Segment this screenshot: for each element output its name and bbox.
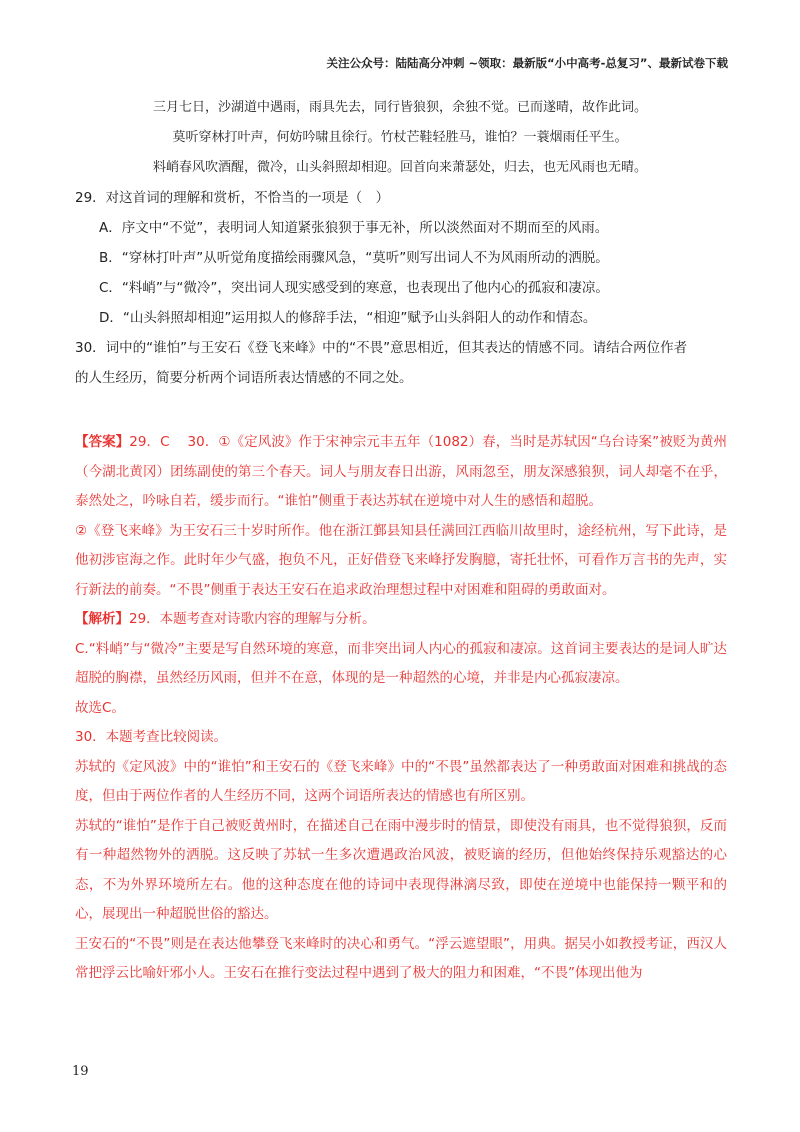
analysis-tag: 【解析】 [75,611,129,627]
option-a: A．序文中“不觉”，表明词人知道紧张狼狈于事无补，所以淡然面对不期而至的风雨。 [99,220,609,236]
page-header: 关注公众号：陆陆高分冲刺 ~领取：最新版“小中高考-总复习”、最新试卷下载 [326,56,728,70]
emphasis-text: • • • 不恰当 [254,190,295,206]
poem-preface: 三月七日，沙湖道中遇雨，雨具先去，同行皆狼狈，余独不觉。已而遂晴，故作此词。 [152,100,647,115]
answer-paragraph-1: 【答案】29．C 30．①《定风波》作于宋神宗元丰五年（1082）春，当时是苏轼因“乌台诗案”被贬为黄州（今湖北黄冈）团练副使的第三个春天。词人与朋友春日出游，风雨忽至，朋友深感狼狈，词人却毫不在乎，泰然处之，吟咏自若，缓步而行。“谁怕”侧重于表达苏轼在逆境中对人生的感悟和超脱。 [75,434,727,509]
answer-paragraph-2: ②《登飞来峰》为王安石三十岁时所作。他在浙江鄞县知县任满回江西临川故里时，途经杭州，写下此诗，是他初涉宦海之作。此时年少气盛，抱负不凡，正好借登飞来峰抒发胸臆，寄托壮怀，可看作万言书的先声，实行新法的前奏。“不畏”侧重于表达王安石在追求政治理想过程中对困难和阻碍的勇敢面对。 [75,522,727,598]
analysis-paragraph-5: 苏轼的《定风波》中的“谁怕”和王安石的《登飞来峰》中的“不畏”虽然都表达了一种勇敢面对困难和挑战的态度，但由于两位作者的人生经历不同，这两个词语所表达的情感也有所区别。 [75,758,727,804]
question-29-stem: 29．对这首词的理解和赏析，• • • 不恰当的一项是（ ） [75,183,735,213]
poem [0,93,800,183]
option-d: D．“山头斜照却相迎”运用拟人的修辞手法，“相迎”赋予山头斜阳人的动作和情态。 [99,310,597,326]
analysis-paragraph-6: 苏轼的“谁怕”是作于自己被贬黄州时，在描述自己在雨中漫步时的情景，即使没有雨具，也不觉得狼狈，反而有一种超然物外的洒脱。这反映了苏轼一生多次遭遇政治风波，被贬谪的经历，但他始终保持乐观豁达的心态，不为外界环境所左右。他的这种态度在他的诗词中表现得淋漓尽致，即使在逆境中也能保持一颗平和的心，展现出一种超脱世俗的豁达。 [75,817,727,922]
question-29 [75,183,735,393]
analysis-paragraph-1: 【解析】29．本题考查对诗歌内容的理解与分析。 [75,611,376,627]
analysis-paragraph-7: 王安石的“不畏”则是在表达他攀登飞来峰时的决心和勇气。“浮云遮望眼”，用典。据吴小如教授考证，西汉人常把浮云比喻奸邪小人。王安石在推行变法过程中遇到了极大的阻力和困难，“不畏”体现出他为 [75,935,727,981]
option-c: C．“料峭”与“微冷”，突出词人现实感受到的寒意，也表现出了他内心的孤寂和凄凉。 [99,280,609,296]
analysis-paragraph-3: 故选C。 [75,699,125,716]
option-b: B．“穿林打叶声”从听觉角度描绘雨骤风急，“莫听”则写出词人不为风雨所动的洒脱。 [99,250,609,266]
poem-line-2: 料峭春风吹酒醒，微冷，山头斜照却相迎。回首向来萧瑟处，归去，也无风雨也无晴。 [152,160,647,175]
question-30-line-2: 的人生经历，简要分析两个词语所表达情感的不同之处。 [75,370,413,386]
poem-line-1: 莫听穿林打叶声，何妨吟啸且徐行。竹杖芒鞋轻胜马，谁怕？一蓑烟雨任平生。 [172,130,628,145]
analysis-paragraph-4: 30．本题考查比较阅读。 [75,729,228,745]
question-30-line-1: 30．词中的“谁怕”与王安石《登飞来峰》中的“不畏”意思相近，但其表达的情感不同。请结合两位作者 [75,340,688,356]
answer-tag: 【答案】 [75,434,130,450]
page-number: 19 [72,1064,89,1079]
analysis-paragraph-2: C.“料峭”与“微冷”主要是写自然环境的寒意，而非突出词人内心的孤寂和凄凉。这首词主要表达的是词人旷达超脱的胸襟，虽然经历风雨，但并不在意，体现的是一种超然的心境，并非是内心孤寂凄凉。 [75,640,727,686]
answer-section [75,428,727,989]
